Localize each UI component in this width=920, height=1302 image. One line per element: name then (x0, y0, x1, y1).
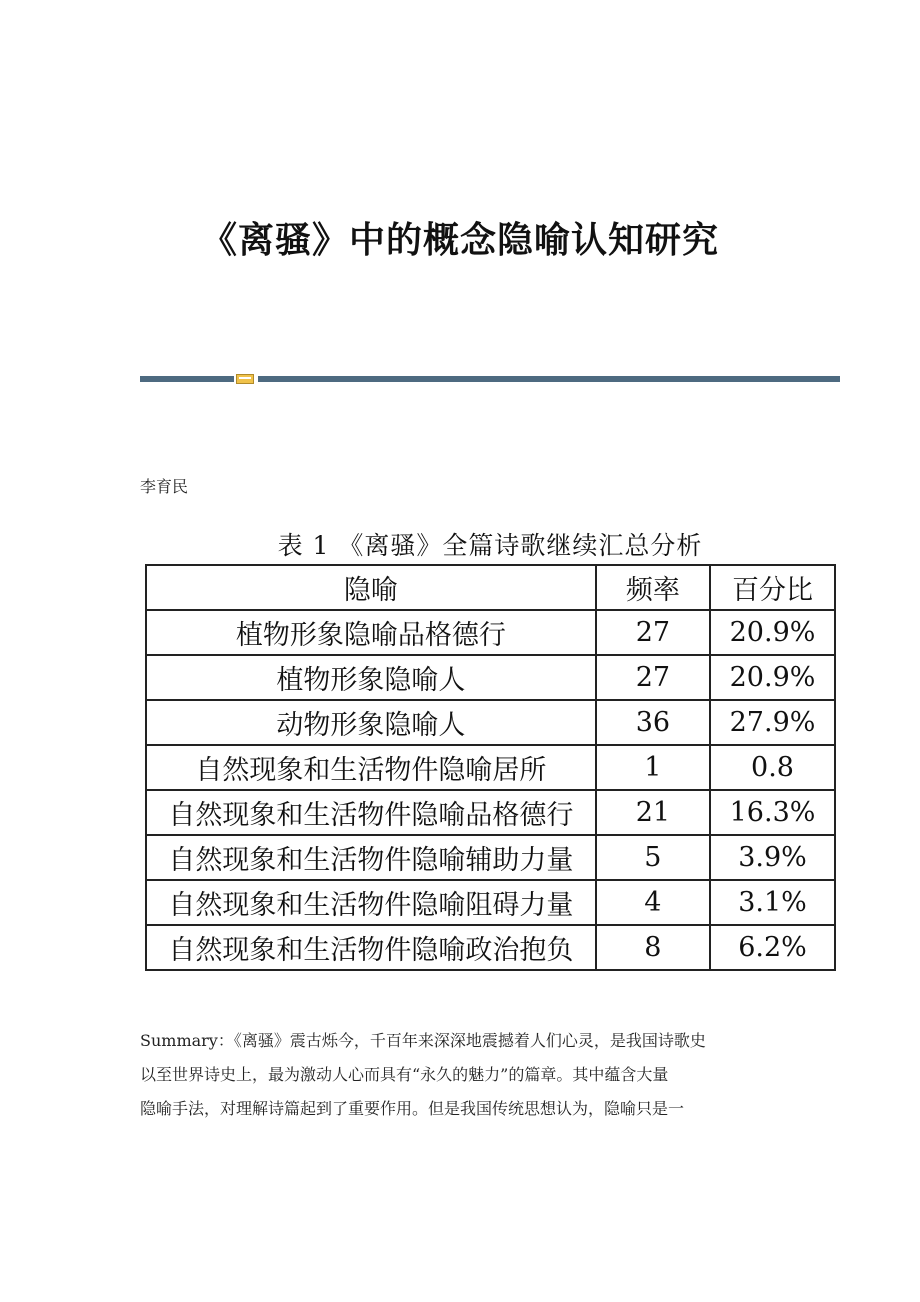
cell-metaphor: 动物形象隐喻人 (146, 700, 596, 745)
table-row (146, 745, 835, 790)
author-name: 李育民 (140, 477, 189, 496)
metaphor-summary-table (145, 564, 836, 971)
cell-frequency: 1 (596, 745, 710, 790)
cell-percentage: 6.2% (710, 925, 835, 970)
table-row (146, 880, 835, 925)
table-row (146, 610, 835, 655)
document-title: 《离骚》中的概念隐喻认知研究 (200, 219, 719, 261)
cell-frequency: 5 (596, 835, 710, 880)
summary-line: 以至世界诗史上，最为激动人心而具有“永久的魅力”的篇章。其中蕴含大量 (140, 1065, 669, 1084)
cell-frequency: 21 (596, 790, 710, 835)
cell-percentage: 16.3% (710, 790, 835, 835)
divider-bar-left (140, 376, 234, 382)
cell-metaphor: 自然现象和生活物件隐喻阻碍力量 (146, 880, 596, 925)
cell-frequency: 27 (596, 655, 710, 700)
header-metaphor: 隐喻 (146, 565, 596, 610)
table-row (146, 835, 835, 880)
cell-percentage: 20.9% (710, 610, 835, 655)
cell-frequency: 27 (596, 610, 710, 655)
table-row (146, 925, 835, 970)
summary-line: 隐喻手法，对理解诗篇起到了重要作用。但是我国传统思想认为，隐喻只是一 (140, 1099, 685, 1118)
table-caption: 表 1 《离骚》全篇诗歌继续汇总分析 (277, 531, 703, 560)
table-row (146, 700, 835, 745)
summary-line: Summary：《离骚》震古烁今，千百年来深深地震撼着人们心灵，是我国诗歌史 (140, 1031, 706, 1050)
divider-bar-right (258, 376, 840, 382)
header-percentage: 百分比 (710, 565, 835, 610)
summary-paragraph (140, 1024, 790, 1126)
cell-metaphor: 自然现象和生活物件隐喻政治抱负 (146, 925, 596, 970)
cell-frequency: 4 (596, 880, 710, 925)
cell-frequency: 8 (596, 925, 710, 970)
cell-percentage: 0.8 (710, 745, 835, 790)
cell-percentage: 27.9% (710, 700, 835, 745)
cell-metaphor: 植物形象隐喻人 (146, 655, 596, 700)
cell-percentage: 20.9% (710, 655, 835, 700)
cell-frequency: 36 (596, 700, 710, 745)
table-row (146, 655, 835, 700)
cell-metaphor: 植物形象隐喻品格德行 (146, 610, 596, 655)
cell-metaphor: 自然现象和生活物件隐喻居所 (146, 745, 596, 790)
envelope-icon (236, 374, 254, 384)
cell-metaphor: 自然现象和生活物件隐喻品格德行 (146, 790, 596, 835)
cell-percentage: 3.1% (710, 880, 835, 925)
cell-percentage: 3.9% (710, 835, 835, 880)
table-header-row (146, 565, 835, 610)
header-frequency: 频率 (596, 565, 710, 610)
cell-metaphor: 自然现象和生活物件隐喻辅助力量 (146, 835, 596, 880)
table-row (146, 790, 835, 835)
title-divider (140, 374, 840, 384)
